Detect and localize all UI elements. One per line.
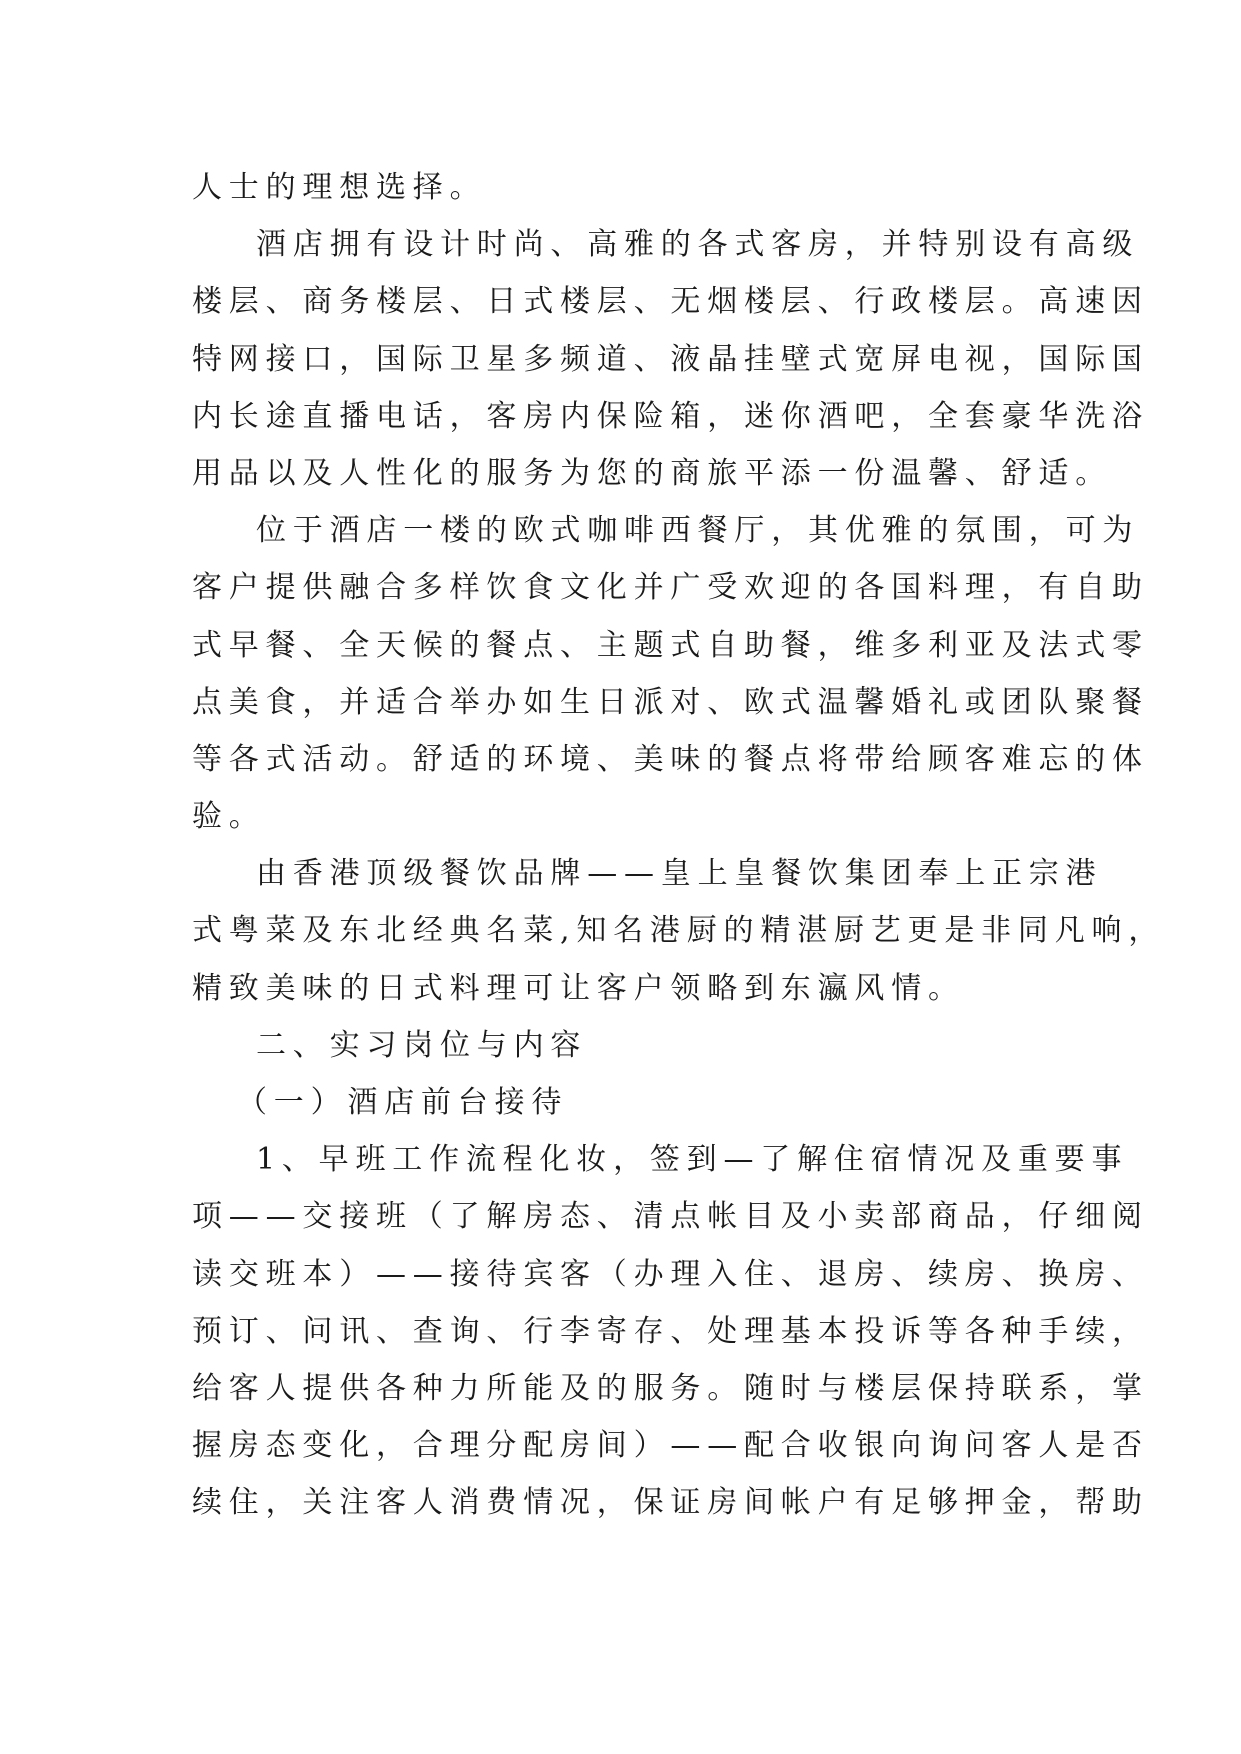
text-line: 点美食，并适合举办如生日派对、欧式温馨婚礼或团队聚餐 xyxy=(192,684,1149,720)
text-line: 特网接口，国际卫星多频道、液晶挂壁式宽屏电视，国际国 xyxy=(192,341,1149,377)
text-line: 等各式活动。舒适的环境、美味的餐点将带给顾客难忘的体 xyxy=(192,741,1149,777)
text-line: 握房态变化，合理分配房间）——配合收银向询问客人是否 xyxy=(192,1428,1149,1464)
text-line: 读交班本）——接待宾客（办理入住、退房、续房、换房、 xyxy=(192,1256,1149,1292)
text-line: 项——交接班（了解房态、清点帐目及小卖部商品，仔细阅 xyxy=(192,1199,1149,1235)
text-line: 续住，关注客人消费情况，保证房间帐户有足够押金，帮助 xyxy=(192,1485,1149,1521)
paragraph-rooms: 酒店拥有设计时尚、高雅的各式客房，并特别设有高级 xyxy=(256,227,1140,263)
document-body xyxy=(192,159,1166,1532)
text-line: 式粤菜及东北经典名菜,知名港厨的精湛厨艺更是非同凡响， xyxy=(192,913,1166,949)
section-heading: 二、实习岗位与内容 xyxy=(256,1027,588,1063)
text-line: 客户提供融合多样饮食文化并广受欢迎的各国料理，有自助 xyxy=(192,570,1149,606)
text-line: 式早餐、全天候的餐点、主题式自助餐，维多利亚及法式零 xyxy=(192,627,1149,663)
paragraph-restaurant: 由香港顶级餐饮品牌——皇上皇餐饮集团奉上正宗港 xyxy=(256,856,1103,892)
text-line: 给客人提供各种力所能及的服务。随时与楼层保持联系，掌 xyxy=(192,1370,1149,1406)
text-line: 精致美味的日式料理可让客户领略到东瀛风情。 xyxy=(192,970,965,1006)
text-line: 验。 xyxy=(192,799,266,835)
text-line: 预订、问讯、查询、行李寄存、处理基本投诉等各种手续， xyxy=(192,1313,1149,1349)
subsection-heading: （一）酒店前台接待 xyxy=(237,1085,569,1120)
text-line: 用品以及人性化的服务为您的商旅平添一份温馨、舒适。 xyxy=(192,455,1112,491)
paragraph-cafe: 位于酒店一楼的欧式咖啡西餐厅，其优雅的氛围，可为 xyxy=(256,513,1140,549)
paragraph-workflow: 1、早班工作流程化妆，签到—了解住宿情况及重要事 xyxy=(256,1142,1129,1178)
text-line: 内长途直播电话，客房内保险箱，迷你酒吧，全套豪华洗浴 xyxy=(192,398,1149,434)
text-line: 人士的理想选择。 xyxy=(192,170,487,205)
text-line: 楼层、商务楼层、日式楼层、无烟楼层、行政楼层。高速因 xyxy=(192,284,1149,320)
